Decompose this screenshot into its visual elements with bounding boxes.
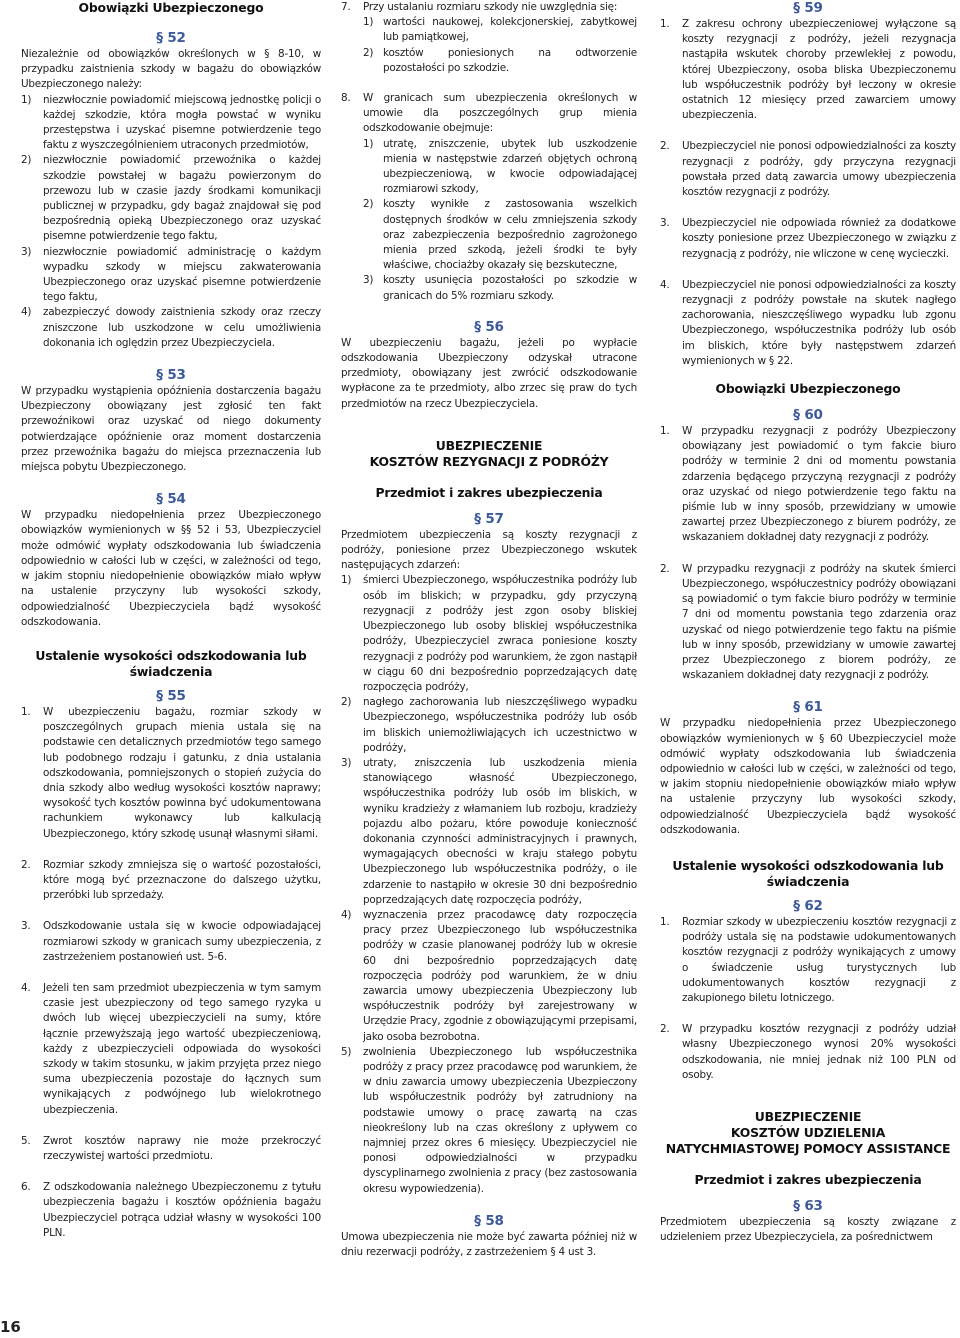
- list-item: 1. W ubezpieczeniu bagażu, rozmiar szkody w poszczególnych grupach mienia ustala się na podstawie cen detalicznych przedmiotów tego samego lub podobnego rodzaju i gatunku, z dnia ustalania odszkodowania, pomniejszonych o stopień zużycia do dnia szkody albo według wysokości kosztów naprawy; wysokość tych kosztów powinna być udokumentowana rachunkiem wykonawcy lub kalkulacją Ubezpieczonego, który szkodę usunął własnymi siłami.: [21, 705, 321, 840]
- section-heading: Obowiązki Ubezpieczonego: [715, 381, 901, 397]
- list-item: 1. Z zakresu ochrony ubezpieczeniowej wyłączone są koszty rezygnacji z podróży, jeżeli rezygnacja nastąpiła wskutek choroby przewlekłej z powodu, której Ubezpieczony, osoba bliska Ubezpieczonemu lub współuczestnik podróży był leczony w okresie ostatnich 12 miesięcy przed zawarciem umowy ubezpieczenia.: [660, 18, 956, 122]
- section-heading: Ustalenie wysokości odszkodowania lub świadczenia: [672, 857, 944, 889]
- paragraph-text: Umowa ubezpieczenia nie może być zawarta później niż w dniu rezerwacji podróży, z zastrzeżeniem § 4 ust 3.: [341, 1230, 637, 1259]
- list-item: 2) nagłego zachorowania lub nieszczęśliwego wypadku Ubezpieczonego, współuczestnika podróży lub osób im bliskich uniemożliwiających ich uczestnictwo w podróży,: [341, 696, 637, 754]
- paragraph-number: § 63: [793, 1197, 823, 1214]
- list-item: 3) niezwłocznie powiadomić administrację o każdym wypadku szkody w miejscu zakwaterowania Ubezpieczonego oraz uzyskać pisemne potwierdzenie tego faktu,: [21, 245, 321, 304]
- list-item: 3) utraty, zniszczenia lub uszkodzenia mienia stanowiącego własność Ubezpieczonego, współuczestnika podróży lub osób im bliskich, w wyniku kradzieży z włamaniem lub rozboju, kradzieży pojazdu albo pożaru, które powoduje konieczność dokonania czynności administracyjnych i prawnych, wymagających obecności w kraju stałego pobytu Ubezpieczonego lub współuczestnika podróży, o ile zdarzenie to nastąpiło w okresie 30 dni bezpośrednio poprzedzających datę rozpoczęcia podróży,: [341, 756, 637, 906]
- list-item: 1. Rozmiar szkody w ubezpieczeniu kosztów rezygnacji z podróży ustala się na podstawie udokumentowanych kosztów rezygnacji z podróży wynikających z umowy o świadczenie usług turystycznych lub udokumentowanych kosztów rezygnacji z zakupionego biletu lotniczego.: [660, 915, 956, 1004]
- list-item: 5) zwolnienia Ubezpieczonego lub współuczestnika podróży z pracy przez pracodawcę pod warunkiem, że w dniu zawarcia umowy ubezpieczenia Ubezpieczony lub współuczestnik podróży był zatrudniony na podstawie umowy o pracę zawartą na czas nieokreślony lub na czas określony z upływem co najmniej przez okres 6 miesięcy. Ubezpieczyciel nie ponosi odpowiedzialności w przypadku dyscyplinarnego zwolnienia z pracy (bez zastosowania okresu wypowiedzenia).: [341, 1045, 637, 1195]
- paragraph-text: Niezależnie od obowiązków określonych w § 8-10, w przypadku zaistnienia szkody w bagażu do obowiązków Ubezpieczonego należy:: [21, 48, 321, 91]
- sub-list-item: 1) wartości naukowej, kolekcjonerskiej, zabytkowej lub pamiątkowej,: [363, 16, 637, 44]
- section-title: UBEZPIECZENIE: [754, 1108, 862, 1124]
- section-title: KOSZTÓW UDZIELENIA: [730, 1124, 886, 1140]
- sub-list-item: 3) koszty usunięcia pozostałości po szkodzie w granicach do 5% rozmiaru szkody.: [363, 274, 637, 302]
- list-item: 3. Ubezpieczyciel nie odpowiada również za dodatkowe koszty poniesione przez Ubezpieczonego w związku z rezygnacją z podróży, nie wliczone w cenę wycieczki.: [660, 217, 956, 260]
- paragraph-number: § 57: [474, 510, 504, 527]
- list-item: 1) śmierci Ubezpieczonego, współuczestnika podróży lub osób im bliskich; w przypadku, gdy przyczyną rezygnacji z podróży jest zgon osoby bliskiej Ubezpieczonego lub osoby bliskiej współuczestnika podróży, Ubezpieczyciel zwraca poniesione koszty rezygnacji z podróży pod warunkiem, że zgon nastąpił w ciągu 60 dni bezpośrednio poprzedzających datę rozpoczęcia podróży,: [341, 574, 637, 693]
- list-item: 2. Ubezpieczyciel nie ponosi odpowiedzialności za koszty rezygnacji z podróży, gdy przyczyna rezygnacji powstała przed datą zawarcia umowy ubezpieczenia kosztów rezygnacji z podróży.: [660, 140, 956, 199]
- list-item: 1. W przypadku rezygnacji z podróży Ubezpieczony obowiązany jest powiadomić o tym fakcie biuro podróży w terminie 2 dni od momentu powstania zdarzenia będącego przyczyną rezygnacji z podróży oraz uzyskać od niego potwierdzenie tego faktu na piśmie lub w inny sposób, przewidziany w umowie zawartej przez Ubezpieczonego z biurem podróży, ze wskazaniem dokładnej daty rezygnacji z podróży.: [660, 425, 956, 544]
- list-item: 4) wyznaczenia przez pracodawcę daty rozpoczęcia pracy przez Ubezpieczonego lub współuczestnika podróży w czasie planowanej podróży lub w okresie 60 dni bezpośrednio poprzedzających datę rozpoczęcia podróży pod warunkiem, że w dniu zawarcia umowy ubezpieczenia Ubezpieczony lub współuczestnik podróży był zarejestrowany w Urzędzie Pracy, zgodnie z obowiązującymi przepisami, jako osoba bezrobotna.: [341, 908, 637, 1043]
- paragraph-text: W ubezpieczeniu bagażu, jeżeli po wypłacie odszkodowania Ubezpieczony odzyskał utracone przedmioty, obowiązany jest zwrócić odszkodowanie wypłacone za te przedmioty, albo zrzec się praw do tych przedmiotów na rzecz Ubezpieczyciela.: [341, 336, 637, 410]
- column-3: [660, 0, 956, 1245]
- sub-list-item: 1) utratę, zniszczenie, ubytek lub uszkodzenie mienia w następstwie zdarzeń objętych ochroną ubezpieczeniową, w kwocie odpowiadającej rozmiarowi szkody,: [363, 137, 637, 196]
- list-item: 1) niezwłocznie powiadomić miejscową jednostkę policji o każdej szkodzie, która mogła powstać w wyniku przestępstwa i uzyskać pisemne potwierdzenie tego faktu z wyszczególnieniem utraconych przedmiotów,: [21, 93, 321, 152]
- list-item: 8. W granicach sum ubezpieczenia określonych w umowie dla poszczególnych grup mienia odszkodowanie obejmuje:: [341, 92, 637, 135]
- paragraph-number: § 62: [793, 897, 823, 914]
- subheading: Przedmiot i zakres ubezpieczenia: [375, 484, 603, 500]
- paragraph-number: § 54: [156, 491, 186, 508]
- paragraph-text: Przedmiotem ubezpieczenia są koszty związane z udzieleniem przez Ubezpieczyciela, za pośrednictwem: [660, 1215, 956, 1244]
- list-item: 7. Przy ustalaniu rozmiaru szkody nie uwzględnia się:: [341, 1, 618, 13]
- list-item: 4) zabezpieczyć dowody zaistnienia szkody oraz rzeczy zniszczone lub uszkodzone w celu umożliwienia dokonania ich oględzin przez Ubezpieczyciela.: [21, 306, 321, 349]
- paragraph-text: W przypadku niedopełnienia przez Ubezpieczonego obowiązków wymienionych w § 60 Ubezpieczyciel może odmówić wypłaty odszkodowania lub świadczenia odpowiednio w całości lub w części, w zależności od tego, w jakim stopniu niedopełnienie obowiązków miało wpływ na ustalenie przyczyny lub wysokości szkody, odpowiedzialność Ubezpieczyciela bądź wysokość odszkodowania.: [660, 717, 956, 836]
- paragraph-number: § 56: [474, 318, 504, 335]
- section-heading: Ustalenie wysokości odszkodowania lub świadczenia: [35, 647, 307, 679]
- list-item: 3. Odszkodowanie ustala się w kwocie odpowiadającej rozmiarowi szkody w granicach sumy ubezpieczenia, z zastrzeżeniem postanowień ust. 5-6.: [21, 920, 321, 963]
- section-title: UBEZPIECZENIE: [435, 437, 543, 453]
- list-item: 5. Zwrot kosztów naprawy nie może przekroczyć rzeczywistej wartości przedmiotu.: [21, 1134, 321, 1162]
- list-item: 2. W przypadku kosztów rezygnacji z podróży udział własny Ubezpieczonego wynosi 20% wysokości odszkodowania, nie mniej jednak niż 100 PLN od osoby.: [660, 1023, 956, 1081]
- list-item: 2) niezwłocznie powiadomić przewoźnika o każdej szkodzie powstałej w bagażu powierzonym do przewozu lub w czasie jazdy środkami komunikacji publicznej w przypadku, gdy bagaż znajdował się pod bezpośrednią opieką Ubezpieczonego oraz uzyskać pisemne potwierdzenie tego faktu,: [21, 154, 321, 243]
- section-title: NATYCHMIASTOWEJ POMOCY ASSISTANCE: [665, 1140, 951, 1156]
- paragraph-number: § 53: [156, 367, 186, 384]
- paragraph-text: W przypadku wystąpienia opóźnienia dostarczenia bagażu Ubezpieczony obowiązany jest zgłosić ten fakt przewoźnikowi oraz uzyskać od niego dokumenty potwierdzające opóźnienie oraz moment dostarczenia przez przewoźnika bagażu do miejsca przeznaczenia lub miejsca pobytu Ubezpieczonego.: [21, 385, 321, 474]
- section-title: KOSZTÓW REZYGNACJI Z PODRÓŻY: [369, 453, 609, 469]
- subheading: Przedmiot i zakres ubezpieczenia: [694, 1171, 922, 1187]
- paragraph-number: § 60: [793, 407, 823, 424]
- sub-list-item: 2) kosztów poniesionych na odtworzenie pozostałości po szkodzie.: [363, 46, 637, 74]
- paragraph-number: § 59: [793, 0, 823, 16]
- paragraph-number: § 55: [156, 687, 186, 704]
- paragraph-text: W przypadku niedopełnienia przez Ubezpieczonego obowiązków wymienionych w §§ 52 i 53, Ubezpieczyciel może odmówić wypłaty odszkodowania lub świadczenia odpowiednio w całości lub w części, w zależności od tego, w jakim stopniu niedopełnienie obowiązków miało wpływ na ustalenie przyczyny lub wysokości szkody, odpowiedzialność Ubezpieczyciela bądź wysokość odszkodowania.: [21, 509, 321, 628]
- paragraph-text: Przedmiotem ubezpieczenia są koszty rezygnacji z podróży, poniesione przez Ubezpieczonego wskutek następujących zdarzeń:: [341, 528, 637, 572]
- paragraph-number: § 58: [474, 1212, 504, 1229]
- paragraph-number: § 52: [156, 30, 186, 46]
- list-item: 2. Rozmiar szkody zmniejsza się o wartość pozostałości, które mogą być przeznaczone do dalszego użytku, przeróbki lub sprzedaży.: [21, 858, 321, 902]
- column-1: [21, 0, 321, 1257]
- list-item: 2. W przypadku rezygnacji z podróży na skutek śmierci Ubezpieczonego, współuczestnicy podróży obowiązani są powiadomić o tym fakcie biuro podróży w terminie 7 dni od momentu powstania tego zdarzenia oraz uzyskać od niego potwierdzenie tego faktu na piśmie lub w inny sposób, przewidziany w umowie zawartej przez Ubezpieczonego z biorem podróży, ze wskazaniem dokładnej daty rezygnacji z podróży.: [660, 562, 956, 682]
- list-item: 6. Z odszkodowania należnego Ubezpieczonemu z tytułu ubezpieczenia bagażu i kosztów opóźnienia bagażu Ubezpieczyciel potrąca udział własny w wysokości 100 PLN.: [21, 1181, 321, 1239]
- section-heading: Obowiązki Ubezpieczonego: [78, 0, 264, 15]
- sub-list-item: 2) koszty wynikłe z zastosowania wszelkich dostępnych środków w celu zmniejszenia szkody oraz zabezpieczenia bezpośrednio zagrożonego mienia przed szkodą, jeżeli środki te były właściwe, chociażby okazały się bezskuteczne,: [363, 198, 637, 272]
- page-number: 16: [0, 1318, 21, 1336]
- list-item: 4. Jeżeli ten sam przedmiot ubezpieczenia w tym samym czasie jest ubezpieczony od tego samego ryzyka u dwóch lub więcej ubezpieczycieli na sumy, które łącznie przewyższają jego wartość ubezpieczeniową, każdy z ubezpieczycieli odpowiada do wysokości szkody w takim stosunku, w jakim przyjęta przez niego suma ubezpieczenia pozostaje do łącznych sum wynikających z podwójnego lub wielokrotnego ubezpieczenia.: [21, 981, 321, 1116]
- column-2: [341, 0, 637, 1276]
- list-item: 4. Ubezpieczyciel nie ponosi odpowiedzialności za koszty rezygnacji z podróży powstałe na skutek nagłego zachorowania, nieszczęśliwego wypadku lub zgonu Ubezpieczonego, współuczestnika podróży lub osób im bliskich, które były następstwem zdarzeń wymienionych w § 22.: [660, 278, 956, 367]
- paragraph-number: § 61: [793, 699, 823, 716]
